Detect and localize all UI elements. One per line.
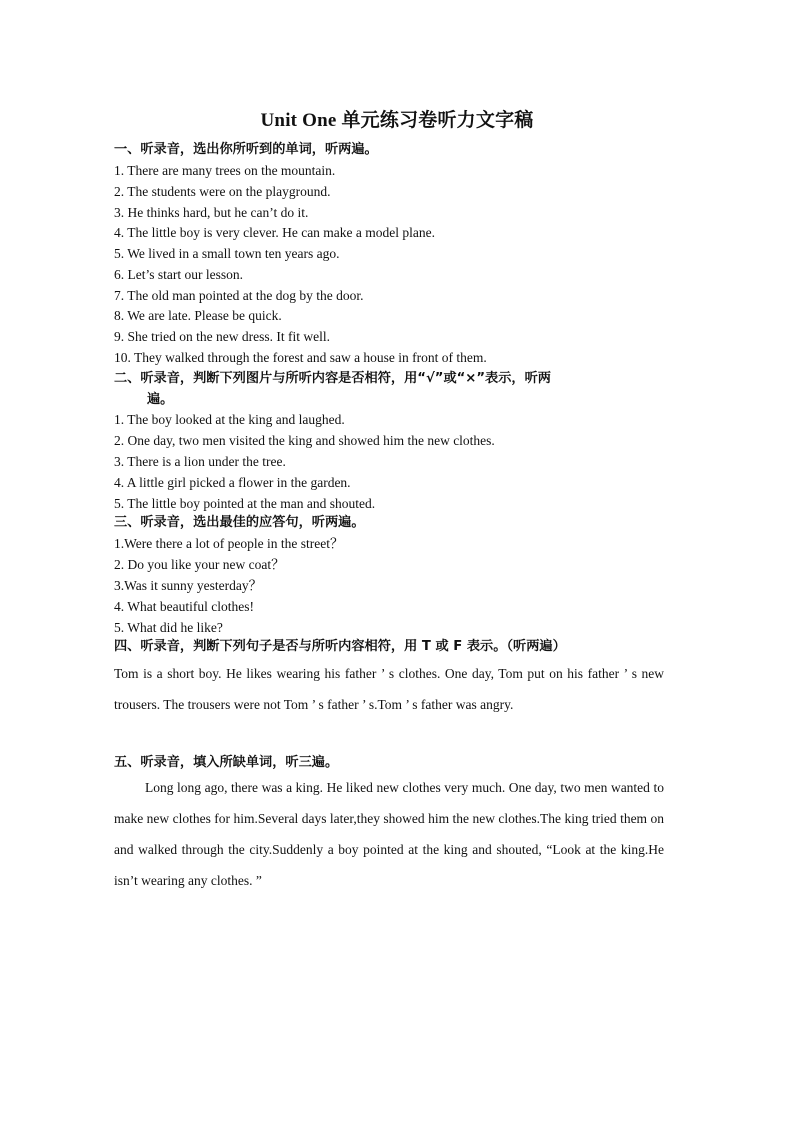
section-2-item-2: 2. One day, two men visited the king and showed him the new clothes. — [114, 433, 495, 448]
section-2-item-1: 1. The boy looked at the king and laughed. — [114, 412, 345, 427]
section-1-item-8: 8. We are late. Please be quick. — [114, 308, 282, 323]
section-5-heading: 五、听录音，填入所缺单词，听三遍。 — [114, 755, 339, 770]
section-1-item-6: 6. Let’s start our lesson. — [114, 267, 243, 282]
section-4-paragraph: Tom is a short boy. He likes wearing his father ’ s clothes. One day, Tom put on his father ’ s new trousers. The trousers were not Tom ’ s father ’ s.Tom ’ s father was angry. — [114, 666, 664, 712]
section-3-heading: 三、听录音，选出最佳的应答句，听两遍。 — [114, 515, 365, 530]
section-1-item-10: 10. They walked through the forest and saw a house in front of them. — [114, 350, 487, 365]
section-3-item-4: 4. What beautiful clothes! — [114, 599, 254, 614]
section-3-item-3: 3.Was it sunny yesterday？ — [114, 578, 263, 593]
section-1-item-1: 1. There are many trees on the mountain. — [114, 163, 336, 178]
section-1-heading: 一、听录音，选出你所听到的单词，听两遍。 — [114, 142, 378, 157]
section-1-item-9: 9. She tried on the new dress. It fit well. — [114, 329, 330, 344]
section-2-item-3: 3. There is a lion under the tree. — [114, 454, 286, 469]
section-2-heading-line-1: 二、听录音，判断下列图片与所听内容是否相符，用“√”或“×”表示，听两 — [114, 371, 551, 386]
section-3-item-1: 1.Were there a lot of people in the street？ — [114, 536, 344, 551]
section-1-item-5: 5. We lived in a small town ten years ago. — [114, 246, 340, 261]
section-2-item-4: 4. A little girl picked a flower in the garden. — [114, 475, 351, 490]
section-1-item-4: 4. The little boy is very clever. He can make a model plane. — [114, 225, 436, 240]
section-2-heading — [114, 368, 684, 410]
section-2-item-5: 5. The little boy pointed at the man and shouted. — [114, 496, 376, 511]
section-3-item-5: 5. What did he like? — [114, 620, 223, 635]
section-1-item-7: 7. The old man pointed at the dog by the door. — [114, 288, 364, 303]
section-1-item-2: 2. The students were on the playground. — [114, 184, 331, 199]
section-5-paragraph: Long long ago, there was a king. He liked new clothes very much. One day, two men wanted to make new clothes for him.Several days later,they showed him the new clothes.The king tried them on and walked through the city.Suddenly a boy pointed at the king and shouted, “Look at the king.He isn’t wearing any clothes. ” — [114, 780, 664, 888]
section-2-heading-line-2: 遍。 — [147, 392, 174, 407]
section-3-item-2: 2. Do you like your new coat？ — [114, 557, 285, 572]
section-4-heading: 四、听录音，判断下列句子是否与所听内容相符，用 T 或 F 表示。（听两遍） — [114, 639, 566, 654]
page-title: Unit One 单元练习卷听力文字稿 — [260, 110, 534, 131]
section-1-item-3: 3. He thinks hard, but he can’t do it. — [114, 205, 309, 220]
